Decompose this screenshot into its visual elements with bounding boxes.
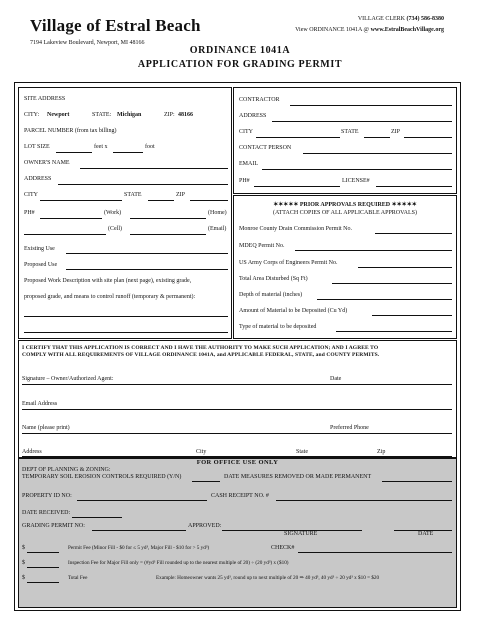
- proposed-use-label: Proposed Use: [24, 262, 58, 268]
- total-fee-field[interactable]: [27, 582, 59, 583]
- certify-zip-label: Zip: [377, 449, 386, 455]
- owner-zip-field[interactable]: [190, 200, 228, 201]
- zip-value: 48166: [178, 112, 193, 118]
- signature-label: Signature – Owner/Authorized Agent:: [22, 376, 114, 382]
- existing-use-field[interactable]: [66, 253, 228, 254]
- zip-label: ZIP:: [164, 112, 175, 118]
- total-area-label: Total Area Disturbed (Sq Ft): [239, 276, 308, 282]
- signature-field[interactable]: [22, 384, 452, 385]
- contractor-city-label: CITY: [239, 129, 253, 135]
- owner-address-field[interactable]: [58, 184, 228, 185]
- work-label: (Work): [104, 210, 122, 216]
- office-use-heading: FOR OFFICE USE ONLY: [196, 459, 279, 466]
- contractor-field[interactable]: [290, 105, 452, 106]
- village-address: 7194 Lakeview Boulevard, Newport, MI 48166: [30, 40, 145, 46]
- temp-soil-field[interactable]: [192, 481, 220, 482]
- date-received-field[interactable]: [72, 517, 122, 518]
- lot-size-label: LOT SIZE: [24, 144, 50, 150]
- mdeq-permit-label: MDEQ Permit No.: [239, 243, 285, 249]
- contractor-zip-field[interactable]: [404, 137, 452, 138]
- property-id-label: PROPERTY ID NO:: [22, 493, 72, 499]
- contractor-label: CONTRACTOR: [239, 97, 280, 103]
- amount-label: Amount of Material to be Deposited (Cu Yd): [239, 308, 348, 314]
- permit-fee-field[interactable]: [27, 552, 59, 553]
- total-area-field[interactable]: [332, 283, 452, 284]
- temp-soil-label: TEMPORARY SOIL EROSION CONTROLS REQUIRED (Y/N): [22, 474, 182, 480]
- depth-label: Depth of material (inches): [239, 292, 303, 298]
- contact-person-field[interactable]: [303, 153, 452, 154]
- certify-address-label: Address: [22, 449, 42, 455]
- date-measures-field[interactable]: [382, 481, 452, 482]
- owner-email-field[interactable]: [130, 234, 206, 235]
- certify-line2: COMPLY WITH ALL REQUIREMENTS OF VILLAGE ORDINANCE 1041A, and APPLICABLE FEDERAL, STATE, and COUNTY PERMITS.: [22, 352, 380, 358]
- contractor-email-label: EMAIL: [239, 161, 258, 167]
- work-description-line1[interactable]: [24, 316, 228, 317]
- permit-fee-dollar: $: [22, 545, 25, 551]
- cash-receipt-label: CASH RECEIPT NO. #: [211, 493, 269, 499]
- work-description-line2[interactable]: [24, 332, 228, 333]
- city-label: CITY:: [24, 112, 40, 118]
- date-received-label: DATE RECEIVED:: [22, 510, 71, 516]
- owner-state-field[interactable]: [148, 200, 174, 201]
- usace-permit-label: US Army Corps of Engineers Permit No.: [239, 260, 338, 266]
- amount-field[interactable]: [372, 315, 452, 316]
- name-print-field[interactable]: [22, 433, 452, 434]
- date-measures-label: DATE MEASURES REMOVED OR MADE PERMANENT: [224, 474, 372, 480]
- contractor-state-label: STATE: [341, 129, 359, 135]
- left-applicant-box: [18, 87, 232, 339]
- certify-state-label: State: [296, 449, 308, 455]
- application-title: APPLICATION FOR GRADING PERMIT: [137, 59, 343, 70]
- clerk-label: VILLAGE CLERK: [357, 16, 407, 22]
- monroe-permit-field[interactable]: [375, 233, 452, 234]
- material-type-field[interactable]: [336, 331, 452, 332]
- owner-zip-label: ZIP: [176, 192, 185, 198]
- signature-date-label: Date: [330, 376, 342, 382]
- phone-home-field[interactable]: [130, 218, 206, 219]
- feet-x-label: feet x: [94, 144, 108, 150]
- certify-address-field[interactable]: [22, 456, 452, 457]
- property-id-field[interactable]: [77, 500, 207, 501]
- license-field[interactable]: [376, 186, 452, 187]
- clerk-phone: (734) 586-8380: [406, 16, 444, 22]
- approved-label: APPROVED:: [188, 523, 222, 529]
- contact-person-label: CONTACT PERSON: [239, 145, 292, 151]
- material-type-label: Type of material to be deposited: [239, 324, 317, 330]
- page-title: Village of Estral Beach: [30, 16, 201, 35]
- owner-city-label: CITY: [24, 192, 38, 198]
- lot-width-field[interactable]: [56, 152, 92, 153]
- cash-receipt-field[interactable]: [276, 500, 452, 501]
- name-print-label: Name (please print): [22, 425, 70, 431]
- owner-address-label: ADDRESS: [24, 176, 52, 182]
- existing-use-label: Existing Use: [24, 246, 55, 252]
- preferred-phone-label: Preferred Phone: [330, 425, 369, 431]
- email-address-label: Email Address: [22, 401, 58, 407]
- owner-ph-label: PH#: [24, 210, 35, 216]
- depth-field[interactable]: [317, 299, 452, 300]
- check-label: CHECK#: [271, 545, 295, 551]
- site-address-label: SITE ADDRESS: [24, 96, 66, 102]
- dept-label: DEPT OF PLANNING & ZONING:: [22, 467, 111, 473]
- signature-caption: SIGNATURE: [284, 531, 318, 537]
- proposed-work-line2: proposed grade, and means to control runoff (temporary & permanent):: [24, 294, 196, 300]
- owner-name-label: OWNER'S NAME: [24, 160, 70, 166]
- proposed-work-line1: Proposed Work Description with site plan (next page), existing grade,: [24, 278, 192, 284]
- monroe-permit-label: Monroe County Drain Commission Permit No.: [239, 226, 352, 232]
- cell-label: (Cell): [108, 226, 122, 232]
- date-caption: DATE: [418, 531, 434, 537]
- certify-city-label: City: [196, 449, 207, 455]
- lot-depth-field[interactable]: [113, 152, 143, 153]
- inspection-fee-dollar: $: [22, 560, 25, 566]
- phone-cell-field[interactable]: [24, 234, 106, 235]
- contractor-city-field[interactable]: [256, 137, 340, 138]
- fee-example: Example: Homeowner wants 25 yd³, round up to next multiple of 20 ⇒ 40 yd³, 40 yd³ ÷ 20 yd³ x $10 = $20: [156, 575, 380, 581]
- home-label: (Home): [208, 210, 227, 216]
- website-link[interactable]: www.EstralBeachVillage.org: [370, 27, 444, 33]
- contractor-ph-label: PH#: [239, 178, 250, 184]
- owner-city-field[interactable]: [40, 200, 122, 201]
- clerk-line: [358, 16, 444, 22]
- mdeq-permit-field[interactable]: [295, 250, 452, 251]
- contractor-state-field[interactable]: [364, 137, 390, 138]
- total-fee-dollar: $: [22, 575, 25, 581]
- foot-label: foot: [145, 144, 155, 150]
- contractor-address-field[interactable]: [272, 121, 452, 122]
- state-label: STATE:: [92, 112, 112, 118]
- website-line: [295, 27, 444, 33]
- phone-work-field[interactable]: [40, 218, 102, 219]
- total-fee-label: Total Fee: [68, 575, 88, 581]
- grading-permit-field[interactable]: [92, 530, 186, 531]
- inspection-fee-label: Inspection Fee for Major Fill only = (#yd³ Fill rounded up to the nearest multiple of 20) ÷ (20 yd³) x ($10): [68, 560, 289, 566]
- owner-state-label: STATE: [124, 192, 142, 198]
- check-field[interactable]: [298, 552, 452, 553]
- ordinance-title: ORDINANCE 1041A: [189, 45, 291, 56]
- attach-copies-note: (ATTACH COPIES OF ALL APPLICABLE APPROVALS): [272, 210, 418, 216]
- certify-email-field[interactable]: [22, 409, 452, 410]
- usace-permit-field[interactable]: [358, 267, 452, 268]
- proposed-use-field[interactable]: [66, 269, 228, 270]
- contractor-address-label: ADDRESS: [239, 113, 267, 119]
- contractor-ph-field[interactable]: [254, 186, 340, 187]
- certify-line1: I CERTIFY THAT THIS APPLICATION IS CORRECT AND I HAVE THE AUTHORITY TO MAKE SUCH APPLICATION; AND I AGREE TO: [22, 345, 379, 351]
- state-value: Michigan: [117, 112, 142, 118]
- grading-permit-label: GRADING PERMIT NO:: [22, 523, 85, 529]
- contractor-zip-label: ZIP: [391, 129, 400, 135]
- view-line-prefix: View ORDINANCE 1041A @: [295, 27, 371, 33]
- city-value: Newport: [47, 112, 70, 118]
- parcel-label: PARCEL NUMBER (from tax billing): [24, 128, 117, 134]
- email-label: (Email): [208, 226, 227, 232]
- prior-approvals-heading: ✶✶✶✶✶ PRIOR APPROVALS REQUIRED ✶✶✶✶✶: [273, 202, 417, 208]
- inspection-fee-field[interactable]: [27, 567, 59, 568]
- license-label: LICENSE#: [342, 178, 370, 184]
- contractor-email-field[interactable]: [262, 169, 452, 170]
- permit-fee-label: Permit Fee (Minor Fill - $0 for ≤ 5 yd³, Major Fill - $10 for > 5 yd³): [68, 545, 210, 551]
- owner-name-field[interactable]: [80, 168, 228, 169]
